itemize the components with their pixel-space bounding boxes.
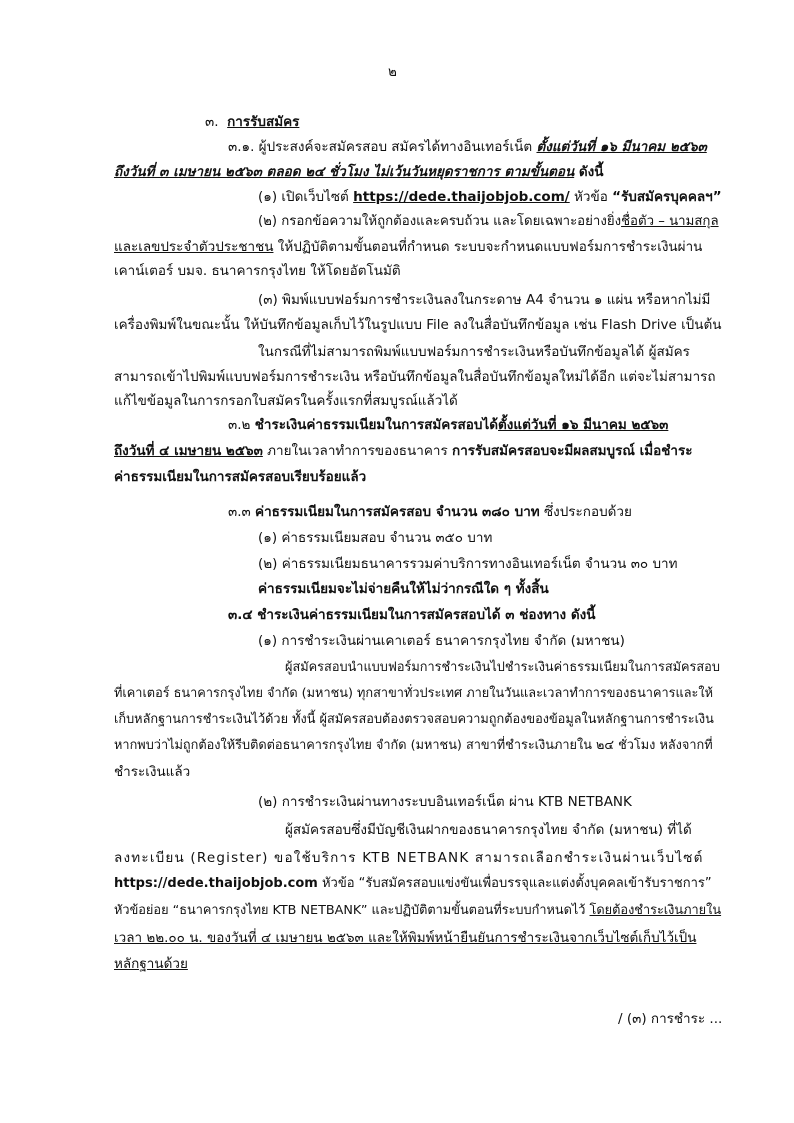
fee-item-2: (๒) ค่าธรรมเนียมธนาคารรวมค่าบริการทางอินเทอร์เน็ต จำนวน ๓๐ บาท	[258, 556, 678, 572]
step-2-line-2: และเลขประจำตัวประชาชน ให้ปฏิบัติตามขั้นตอนที่กำหนด ระบบจะกำหนดแบบฟอร์มการชำระเงินผ่าน	[114, 239, 703, 255]
para-3-4-heading: ๓.๔ ชำระเงินค่าธรรมเนียมในการสมัครสอบได้ ๓ ช่องทาง ดังนี้	[228, 607, 596, 623]
channel-1-title: (๑) การชำระเงินผ่านเคาเตอร์ ธนาคารกรุงไทย จำกัด (มหาชน)	[258, 633, 625, 649]
step-2-line-1: (๒) กรอกข้อความให้ถูกต้องและครบถ้วน และโดยเฉพาะอย่างยิ่งชื่อตัว – นามสกุล	[258, 214, 719, 229]
channel-1-line-5: ชำระเงินแล้ว	[114, 764, 191, 780]
fee-item-1: (๑) ค่าธรรมเนียมสอบ จำนวน ๓๕๐ บาท	[258, 530, 493, 546]
para-3-1-line-1: ๓.๑. ผู้ประสงค์จะสมัครสอบ สมัครได้ทางอินเทอร์เน็ต ตั้งแต่วันที่ ๑๖ มีนาคม ๒๕๖๓	[228, 139, 707, 155]
channel-2-line-6: หลักฐานด้วย	[114, 956, 188, 972]
channel-2-line-5: เวลา ๒๒.๐๐ น. ของวันที่ ๔ เมษายน ๒๕๖๓ และให้พิมพ์หน้ายืนยันการชำระเงินจากเว็บไซต์เก็บไว้เป็น	[114, 930, 697, 946]
netbank-website-link[interactable]: https://dede.thaijobjob.com	[114, 876, 318, 891]
step-3-line-1: (๓) พิมพ์แบบฟอร์มการชำระเงินลงในกระดาษ A4 จำนวน ๑ แผ่น หรือหากไม่มี	[258, 292, 711, 308]
step-3-line-5: แก้ไขข้อมูลในการกรอกใบสมัครในครั้งแรกที่สมบูรณ์แล้วได้	[114, 393, 458, 409]
section-title: การรับสมัคร	[227, 114, 300, 130]
step-3-line-2: เครื่องพิมพ์ในขณะนั้น ให้บันทึกข้อมูลเก็บไว้ในรูปแบบ File ลงในสื่อบันทึกข้อมูล เช่น Flash Drive เป็นต้น	[114, 317, 722, 333]
para-3-2-line-1: ๓.๒ ชำระเงินค่าธรรมเนียมในการสมัครสอบได้ตั้งแต่วันที่ ๑๖ มีนาคม ๒๕๖๓	[228, 417, 669, 433]
footer-continuation: / (๓) การชำระ ...	[618, 1011, 723, 1027]
channel-2-line-2: ลงทะเบียน (Register) ขอใช้บริการ KTB NETBANK สามารถเลือกชำระเงินผ่านเว็บไซต์	[114, 850, 704, 866]
para-3-2-line-2: ถึงวันที่ ๔ เมษายน ๒๕๖๓ ภายในเวลาทำการของธนาคาร การรับสมัครสอบจะมีผลสมบูรณ์ เมื่อชำระ	[114, 443, 693, 459]
step-3-line-3: ในกรณีที่ไม่สามารถพิมพ์แบบฟอร์มการชำระเงินหรือบันทึกข้อมูลได้ ผู้สมัคร	[258, 344, 690, 360]
channel-1-line-3: เก็บหลักฐานการชำระเงินไว้ด้วย ทั้งนี้ ผู้สมัครสอบต้องตรวจสอบความถูกต้องของข้อมูลในหลักฐานการชำระเงิน	[114, 712, 714, 727]
channel-2-title: (๒) การชำระเงินผ่านทางระบบอินเทอร์เน็ต ผ่าน KTB NETBANK	[258, 794, 632, 810]
channel-1-line-2: ที่เคาเตอร์ ธนาคารกรุงไทย จำกัด (มหาชน) ทุกสาขาทั่วประเทศ ภายในวันและเวลาทำการของธนาคารและให้	[114, 686, 714, 701]
para-3-3-heading: ๓.๓ ค่าธรรมเนียมในการสมัครสอบ จำนวน ๓๘๐ บาท ซึ่งประกอบด้วย	[228, 504, 632, 520]
para-3-2-line-3: ค่าธรรมเนียมในการสมัครสอบเรียบร้อยแล้ว	[114, 469, 367, 485]
section-heading	[205, 112, 299, 132]
step-2-line-3: เคาน์เตอร์ บมจ. ธนาคารกรุงไทย ให้โดยอัตโนมัติ	[114, 263, 401, 279]
channel-1-line-1: ผู้สมัครสอบนำแบบฟอร์มการชำระเงินไปชำระเงินค่าธรรมเนียมในการสมัครสอบ	[285, 660, 720, 675]
section-number: ๓.	[205, 114, 219, 130]
channel-2-line-4: หัวข้อย่อย “ธนาคารกรุงไทย KTB NETBANK” และปฏิบัติตามขั้นตอนที่ระบบกำหนดไว้ โดยต้องชำระเงินภายใน	[114, 903, 722, 918]
page-number: ๒	[388, 64, 397, 80]
step-1: (๑) เปิดเว็บไซต์ https://dede.thaijobjob.com/ หัวข้อ “รับสมัครบุคคลฯ”	[258, 189, 722, 205]
step-3-line-4: สามารถเข้าไปพิมพ์แบบฟอร์มการชำระเงิน หรือบันทึกข้อมูลในสื่อบันทึกข้อมูลใหม่ได้อีก แต่จะไม่สามารถ	[114, 369, 716, 385]
website-link[interactable]: https://dede.thaijobjob.com/	[353, 189, 570, 205]
channel-2-line-1: ผู้สมัครสอบซึ่งมีบัญชีเงินฝากของธนาคารกรุงไทย จำกัด (มหาชน) ที่ได้	[285, 822, 692, 838]
channel-1-line-4: หากพบว่าไม่ถูกต้องให้รีบติดต่อธนาคารกรุงไทย จำกัด (มหาชน) สาขาที่ชำระเงินภายใน ๒๔ ชั่วโมง หลังจากที่	[114, 738, 713, 753]
fee-note: ค่าธรรมเนียมจะไม่จ่ายคืนให้ไม่ว่ากรณีใด ๆ ทั้งสิ้น	[258, 581, 549, 597]
para-3-1-line-2: ถึงวันที่ ๓ เมษายน ๒๕๖๓ ตลอด ๒๔ ชั่วโมง ไม่เว้นวันหยุดราชการ ตามขั้นตอน ดังนี้	[114, 164, 604, 180]
channel-2-line-3: https://dede.thaijobjob.com หัวข้อ “รับสมัครสอบแข่งขันเพื่อบรรจุและแต่งตั้งบุคคลเข้ารับราชการ”	[114, 876, 712, 891]
